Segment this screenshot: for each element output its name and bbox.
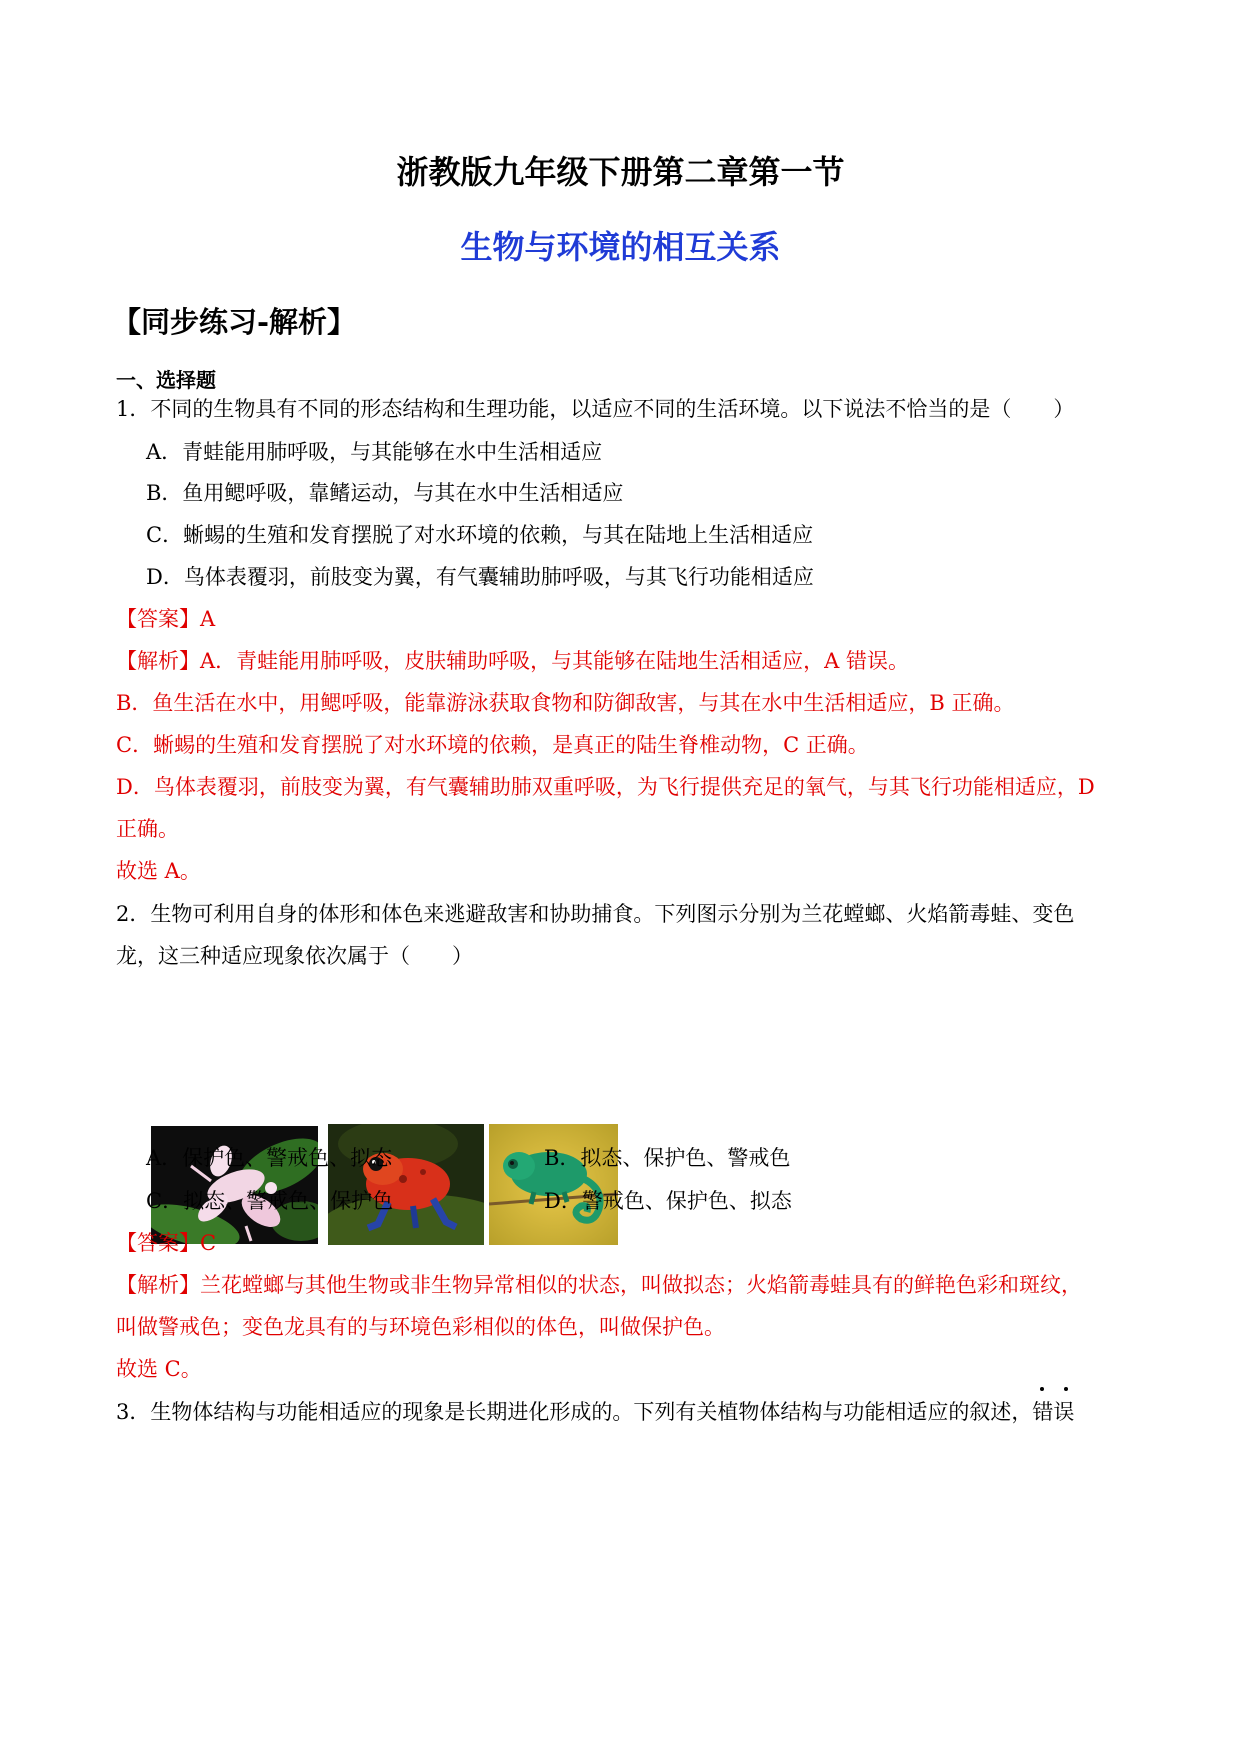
document-title: 浙教版九年级下册第二章第一节 (396, 153, 845, 191)
question-3-stem (116, 1396, 1074, 1426)
question-1-stem: 1．不同的生物具有不同的形态结构和生理功能，以适应不同的生活环境。以下说法不恰当的是（ ） (116, 397, 1075, 421)
question-2-option-d: D．警戒色、保护色、拟态 (544, 1189, 792, 1213)
question-2-conclusion: 故选 C。 (116, 1357, 202, 1381)
question-2-stem-line: 龙，这三种适应现象依次属于（ ） (116, 944, 473, 968)
question-1-option-a: A．青蛙能用肺呼吸，与其能够在水中生活相适应 (146, 440, 603, 464)
question-1-analysis-line: D．鸟体表覆羽，前肢变为翼，有气囊辅助肺双重呼吸，为飞行提供充足的氧气，与其飞行功能相适应，D (116, 775, 1095, 799)
document-subtitle: 生物与环境的相互关系 (460, 228, 781, 266)
question-2-option-a: A．保护色、警戒色、拟态 (146, 1146, 393, 1170)
question-1-analysis-line: C．蜥蜴的生殖和发育摆脱了对水环境的依赖，是真正的陆生脊椎动物，C 正确。 (116, 733, 869, 757)
question-1-answer: 【答案】A (116, 607, 216, 631)
question-1-analysis-line: 【解析】A．青蛙能用肺呼吸，皮肤辅助呼吸，与其能够在陆地生活相适应，A 错误。 (116, 649, 910, 673)
question-2-answer: 【答案】C (116, 1231, 217, 1255)
question-1-analysis-line: 正确。 (116, 817, 179, 841)
part-heading: 一、选择题 (116, 368, 216, 392)
question-2-stem-line: 2．生物可利用自身的体形和体色来逃避敌害和协助捕食。下列图示分别为兰花螳螂、火焰箭毒蛙、变色 (116, 902, 1075, 926)
question-1-analysis-line: B．鱼生活在水中，用鳃呼吸，能靠游泳获取食物和防御敌害，与其在水中生活相适应，B 正确。 (116, 691, 1015, 715)
section-heading: 【同步练习-解析】 (112, 305, 357, 339)
question-3-emphasis: 错误 (1032, 1396, 1074, 1426)
question-2-option-b: B．拟态、保护色、警戒色 (544, 1146, 791, 1170)
question-2-analysis-line: 【解析】兰花螳螂与其他生物或非生物异常相似的状态，叫做拟态；火焰箭毒蛙具有的鲜艳色彩和斑纹， (116, 1273, 1082, 1297)
question-1-conclusion: 故选 A。 (116, 859, 201, 883)
question-1-option-d: D．鸟体表覆羽，前肢变为翼，有气囊辅助肺呼吸，与其飞行功能相适应 (146, 565, 814, 589)
question-1-option-c: C．蜥蜴的生殖和发育摆脱了对水环境的依赖，与其在陆地上生活相适应 (146, 523, 814, 547)
question-2-analysis-line: 叫做警戒色；变色龙具有的与环境色彩相似的体色，叫做保护色。 (116, 1315, 725, 1339)
question-2-option-c: C．拟态、警戒色、保护色 (146, 1189, 394, 1213)
question-3-stem-text: 3．生物体结构与功能相适应的现象是长期进化形成的。下列有关植物体结构与功能相适应的叙述， (116, 1400, 1033, 1424)
question-1-option-b: B．鱼用鳃呼吸，靠鳍运动，与其在水中生活相适应 (146, 481, 624, 505)
